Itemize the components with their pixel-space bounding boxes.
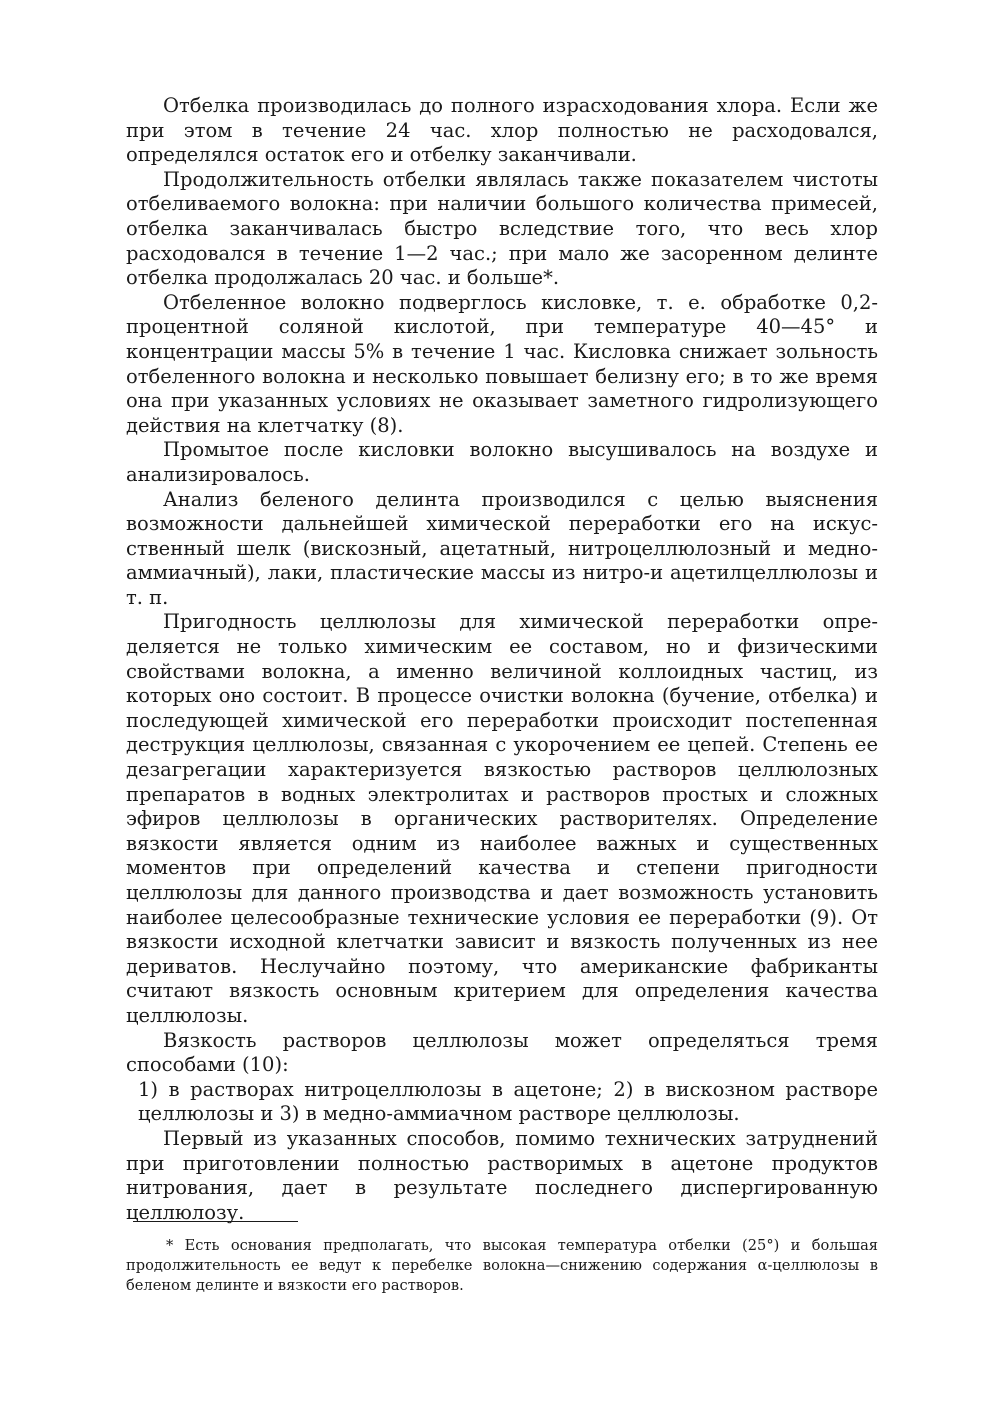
footnote-divider [133,1221,298,1222]
paragraph-viscosity-methods-list: 1) в растворах нитроцеллюлозы в ацетоне; 2) в вискозном растворе целлюлозы и 3) в медно-аммиачном растворе целлюлозы. [138,1077,878,1126]
paragraph-bleaching-duration: Продолжительность отбелки являлась также показателем чистоты отбеливаемого волокна: при наличии большого количества примесей, отбелка заканчивалась быстро вследствие того, что весь хлор расходовался в течение 1—2 час.; при мало же засоренном делинте отбелка продолжалась 20 час. и больше*. [126,167,878,290]
paragraph-bleaching-completion: Отбелка производилась до полного израсходования хлора. Если же при этом в течение 24 час. хлор полностью не расходовался, определялся остаток его и отбелку заканчивали. [126,94,878,167]
body-text [126,94,878,1225]
paragraph-first-method: Первый из указанных способов, помимо технических затруднений при приготовлении полностью растворимых в ацетоне продуктов нитрования, дает в результате последнего диспергированную целлюлозу. [126,1126,878,1224]
paragraph-viscosity-methods-intro: Вязкость растворов целлюлозы может определяться тремя способами (10): [126,1028,878,1077]
paragraph-acid-treatment: Отбеленное волокно подверглось кисловке, т. е. обработке 0,2-процентной соляной кислотой, при температуре 40—45° и концентрации массы 5% в течение 1 час. Кисловка снижает зольность отбеленного волокна и несколько повышает белизну его; в то же время она при указанных условиях не оказывает заметного гидролизующего действия на клетчатку (8). [126,290,878,437]
paragraph-analysis-purpose: Анализ беленого делинта производился с целью выяснения возможности дальнейшей химической переработки его на искусственный шелк (вискозный, ацетатный, нитроцеллюлозный и медно-аммиачный), лаки, пластические массы из нитро-и ацетилцеллюлозы и т. п. [126,487,878,609]
paragraph-drying: Промытое после кисловки волокно высушивалось на воздухе и анализировалось. [126,438,878,486]
paragraph-cellulose-suitability: Пригодность целлюлозы для химической переработки определяется не только химическим ее составом, но и физическими свойствами волокна, а именно величиной коллоидных частиц, из которых оно состоит. В процессе очистки волокна (бучение, отбелка) и последующей химической его переработки происходит постепенная деструкция целлюлозы, связанная с укорочением ее цепей. Степень ее дезагрегации характеризуется вязкостью растворов целлюлозных препаратов в водных электролитах и растворов простых и сложных эфиров целлюлозы в органических растворителях. Определение вязкости является одним из наиболее важных и существенных моментов при определений качества и степени пригодности целлюлозы для данного производства и дает возможность установить наиболее целесообразные технические условия ее переработки (9). От вязкости исходной клетчатки зависит и вязкость полученных из нее дериватов. Неслучайно поэтому, что американские фабриканты считают вязкость основным критерием для определения качества целлюлозы. [126,610,878,1027]
footnote: * Есть основания предполагать, что высокая температура отбелки (25°) и большая продолжительность ее ведут к перебелке волокна—снижению содержания α-целлюлозы в беленом делинте и вязкости его растворов. [126,1237,878,1294]
